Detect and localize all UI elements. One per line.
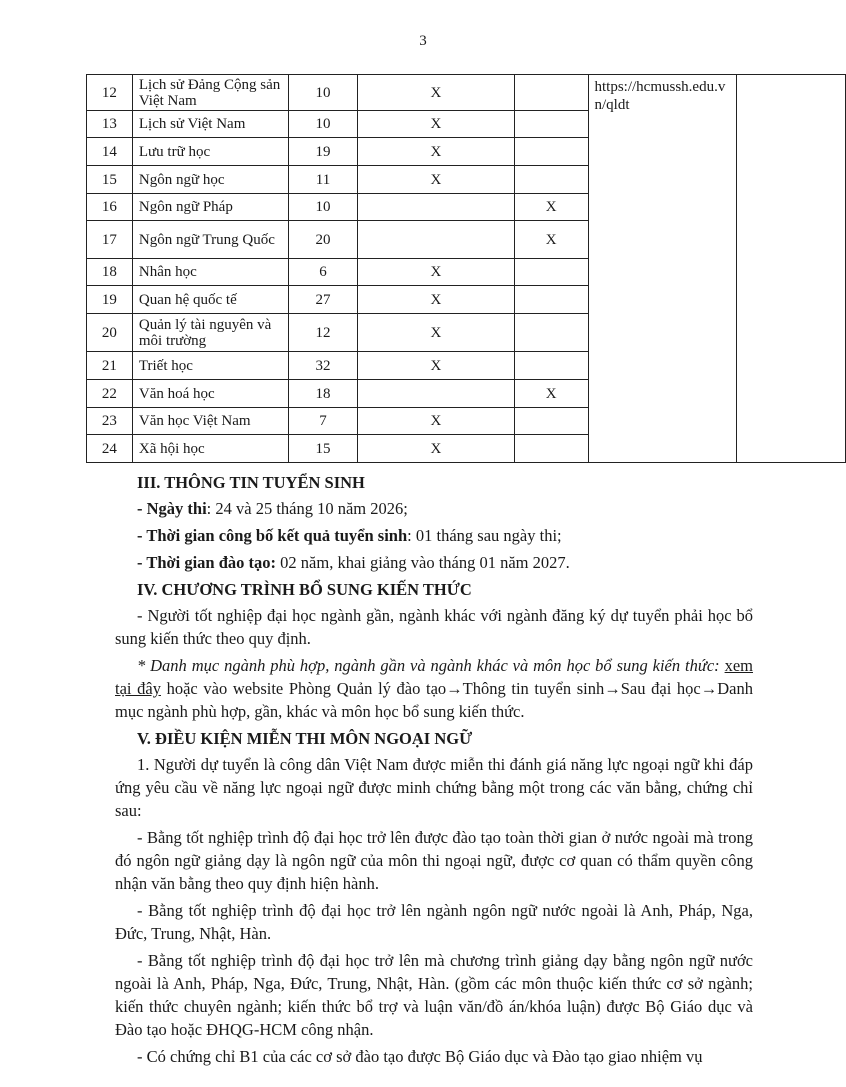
row-number: 15 xyxy=(87,166,133,194)
quota: 32 xyxy=(289,352,358,380)
duration-value: 02 năm, khai giảng vào tháng 01 năm 2027. xyxy=(276,553,570,572)
quota: 6 xyxy=(289,259,358,286)
supplementary-paragraph: - Người tốt nghiệp đại học ngành gần, ngành khác với ngành đăng ký dự tuyển phải học bổ sung kiến thức theo quy định. xyxy=(115,606,753,648)
row-number: 14 xyxy=(87,138,133,166)
mark-col1: X xyxy=(357,408,514,435)
row-number: 22 xyxy=(87,380,133,408)
mark-col2 xyxy=(514,166,588,194)
document-body xyxy=(115,471,753,1072)
major-name: Quan hệ quốc tế xyxy=(132,286,288,314)
row-number: 12 xyxy=(87,75,133,111)
mark-col1 xyxy=(357,221,514,259)
section-heading-supplementary: IV. CHƯƠNG TRÌNH BỔ SUNG KIẾN THỨC xyxy=(137,580,472,599)
exemption-paragraph-5: - Có chứng chỉ B1 của các cơ sở đào tạo được Bộ Giáo dục và Đào tạo giao nhiệm vụ xyxy=(137,1047,703,1066)
mark-col2 xyxy=(514,286,588,314)
note-rest-text: hoặc vào website Phòng Quản lý đào tạo→Thông tin tuyển sinh→Sau đại học→Danh mục ngành phù hợp, gần, khác và môn học bổ sung kiến thức. xyxy=(115,679,753,721)
mark-col1: X xyxy=(357,138,514,166)
row-number: 17 xyxy=(87,221,133,259)
major-name: Triết học xyxy=(132,352,288,380)
mark-col1: X xyxy=(357,259,514,286)
row-number: 23 xyxy=(87,408,133,435)
mark-col2: X xyxy=(514,380,588,408)
quota: 11 xyxy=(289,166,358,194)
quota: 20 xyxy=(289,221,358,259)
major-name: Lịch sử Đảng Cộng sản Việt Nam xyxy=(132,75,288,111)
row-number: 24 xyxy=(87,435,133,463)
section-heading-language-exemption: V. ĐIỀU KIỆN MIỄN THI MÔN NGOẠI NGỮ xyxy=(137,729,473,748)
quota: 15 xyxy=(289,435,358,463)
mark-col1: X xyxy=(357,286,514,314)
mark-col1: X xyxy=(357,166,514,194)
major-name: Lưu trữ học xyxy=(132,138,288,166)
mark-col2 xyxy=(514,435,588,463)
quota: 10 xyxy=(289,194,358,221)
row-number: 18 xyxy=(87,259,133,286)
mark-col1: X xyxy=(357,435,514,463)
mark-col1: X xyxy=(357,352,514,380)
major-name: Lịch sử Việt Nam xyxy=(132,111,288,138)
website-link[interactable]: https://hcmussh.edu.vn/qldt xyxy=(594,79,726,113)
notes-cell xyxy=(736,75,845,463)
quota: 19 xyxy=(289,138,358,166)
table-row xyxy=(87,75,846,111)
exemption-paragraph-3: - Bằng tốt nghiệp trình độ đại học trở lên ngành ngôn ngữ nước ngoài là Anh, Pháp, Nga, Đức, Trung, Nhật, Hàn. xyxy=(115,901,753,943)
exemption-paragraph-2: - Bằng tốt nghiệp trình độ đại học trở lên được đào tạo toàn thời gian ở nước ngoài mà trong đó ngôn ngữ giảng dạy là ngôn ngữ của môn thi ngoại ngữ, được cơ quan có thẩm quyền công nhận văn bằng theo quy định hiện hành. xyxy=(115,828,753,893)
mark-col2 xyxy=(514,75,588,111)
see-here-link[interactable]: xem tại đây xyxy=(115,656,753,698)
quota: 27 xyxy=(289,286,358,314)
mark-col2: X xyxy=(514,221,588,259)
section-heading-admission-info: III. THÔNG TIN TUYỂN SINH xyxy=(137,473,365,492)
mark-col1: X xyxy=(357,111,514,138)
page-number: 3 xyxy=(419,33,427,49)
mark-col2 xyxy=(514,111,588,138)
major-name: Quản lý tài nguyên và môi trường xyxy=(132,314,288,352)
major-name: Văn học Việt Nam xyxy=(132,408,288,435)
mark-col2 xyxy=(514,408,588,435)
quota: 10 xyxy=(289,75,358,111)
duration-line xyxy=(115,551,753,574)
major-name: Ngôn ngữ học xyxy=(132,166,288,194)
mark-col1: X xyxy=(357,314,514,352)
mark-col2: X xyxy=(514,194,588,221)
quota: 12 xyxy=(289,314,358,352)
mark-col2 xyxy=(514,314,588,352)
major-name: Văn hoá học xyxy=(132,380,288,408)
row-number: 21 xyxy=(87,352,133,380)
website-cell xyxy=(588,75,736,463)
row-number: 16 xyxy=(87,194,133,221)
mark-col1: X xyxy=(357,75,514,111)
row-number: 19 xyxy=(87,286,133,314)
exemption-paragraph-4: - Bằng tốt nghiệp trình độ đại học trở lên mà chương trình giảng dạy bằng ngôn ngữ nước ngoài là Anh, Pháp, Nga, Đức, Trung, Nhật, Hàn. (gồm các môn thuộc kiến thức cơ sở ngành; kiến thức chuyên ngành; kiến thức bổ trợ và luận văn/đồ án/khóa luận) được Bộ Giáo dục và Đào tạo hoặc ĐHQG-HCM công nhận. xyxy=(115,951,753,1039)
supplementary-note xyxy=(115,654,753,723)
result-date-label: - Thời gian công bố kết quả tuyển sinh xyxy=(137,526,408,545)
mark-col2 xyxy=(514,259,588,286)
mark-col1 xyxy=(357,380,514,408)
quota: 7 xyxy=(289,408,358,435)
result-date-line xyxy=(115,524,753,547)
major-name: Nhân học xyxy=(132,259,288,286)
result-date-value: : 01 tháng sau ngày thi; xyxy=(407,526,562,545)
quota: 10 xyxy=(289,111,358,138)
majors-table xyxy=(86,74,846,463)
mark-col1 xyxy=(357,194,514,221)
note-italic-text: * Danh mục ngành phù hợp, ngành gần và ngành khác và môn học bổ sung kiến thức: xyxy=(137,656,720,675)
exam-date-label: - Ngày thi xyxy=(137,499,207,518)
major-name: Ngôn ngữ Pháp xyxy=(132,194,288,221)
row-number: 20 xyxy=(87,314,133,352)
major-name: Xã hội học xyxy=(132,435,288,463)
row-number: 13 xyxy=(87,111,133,138)
major-name: Ngôn ngữ Trung Quốc xyxy=(132,221,288,259)
duration-label: - Thời gian đào tạo: xyxy=(137,553,277,572)
exam-date-line xyxy=(115,497,753,520)
mark-col2 xyxy=(514,352,588,380)
mark-col2 xyxy=(514,138,588,166)
exemption-paragraph-1: 1. Người dự tuyển là công dân Việt Nam được miễn thi đánh giá năng lực ngoại ngữ khi đáp ứng yêu cầu về năng lực ngoại ngữ được minh chứng bằng một trong các văn bằng, chứng chỉ sau: xyxy=(115,755,753,820)
exam-date-value: : 24 và 25 tháng 10 năm 2026; xyxy=(206,499,408,518)
quota: 18 xyxy=(289,380,358,408)
